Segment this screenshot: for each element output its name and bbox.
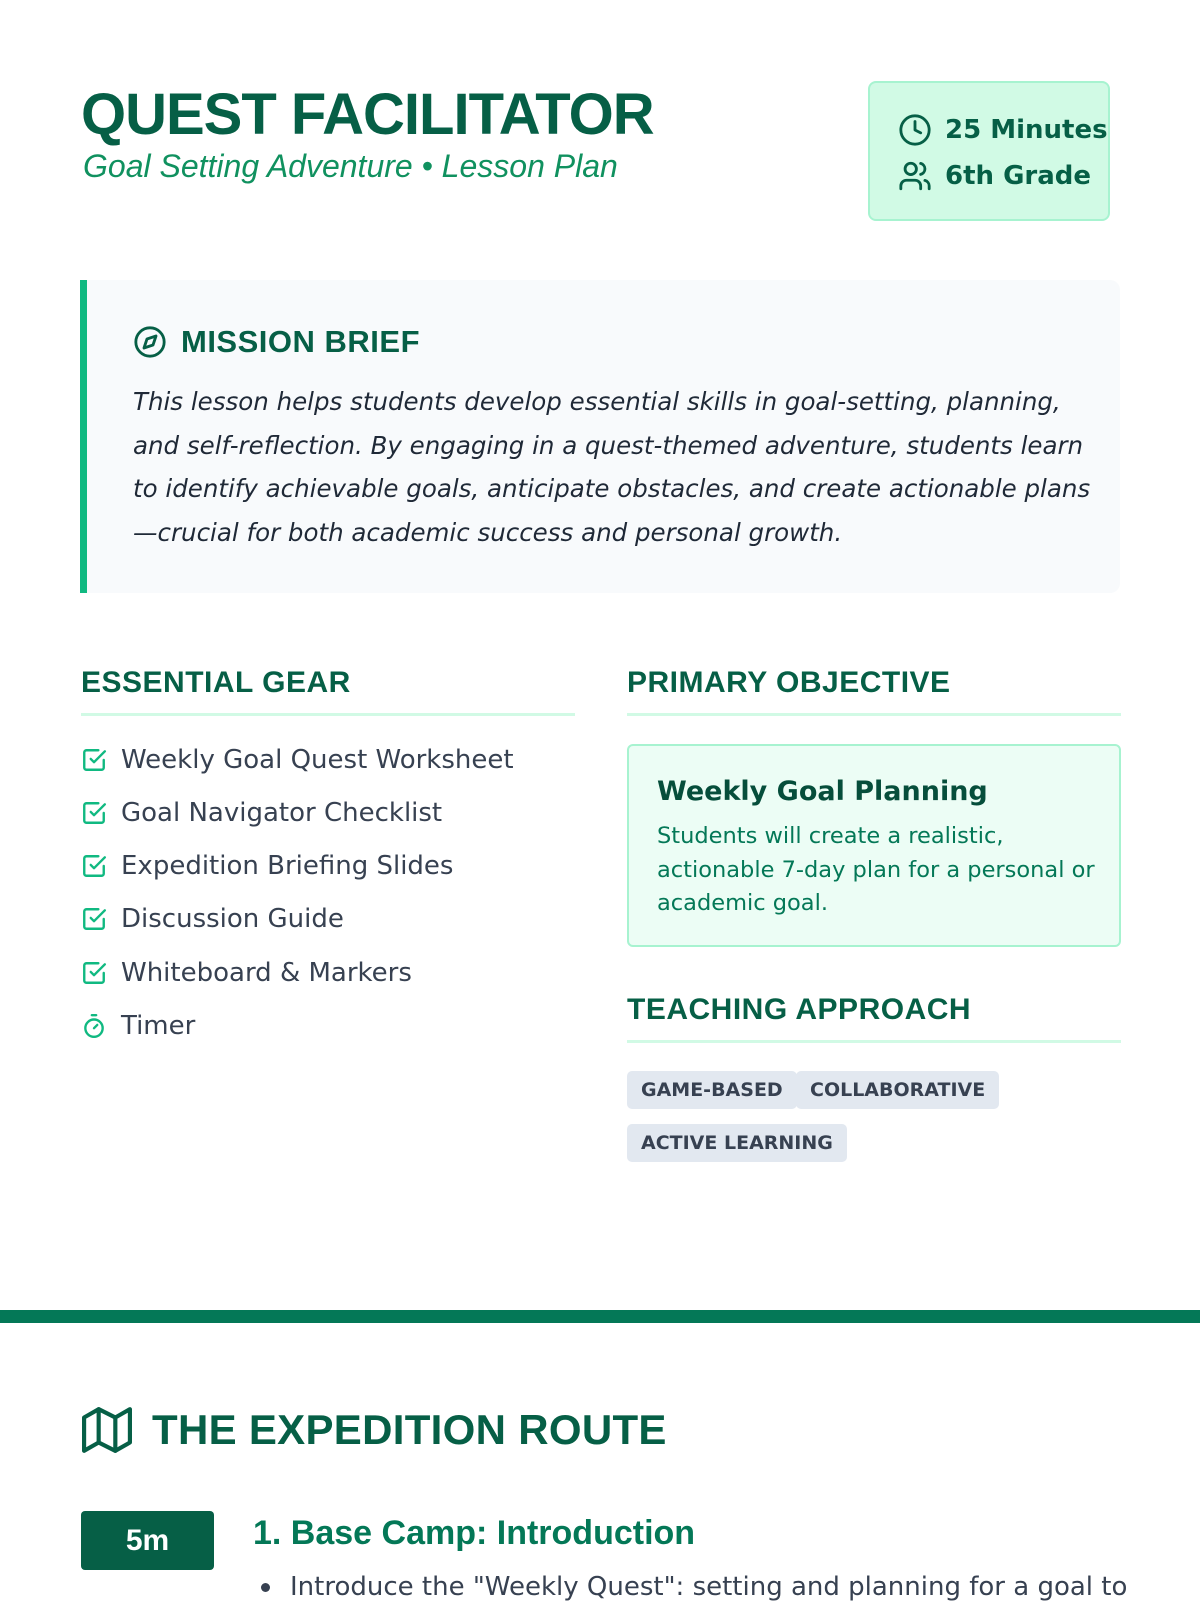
grade-text: 6th Grade [945,161,1092,191]
teaching-approach-heading: TEACHING APPROACH [627,993,972,1026]
gear-item-label: Discussion Guide [121,904,344,934]
step-time-badge: 5m [81,1511,214,1570]
mission-brief-heading: MISSION BRIEF [181,324,421,359]
expedition-heading: THE EXPEDITION ROUTE [152,1406,667,1453]
approach-tag: GAME-BASED [627,1071,797,1109]
gear-item-label: Whiteboard & Markers [121,958,412,988]
header [81,78,1121,228]
lesson-meta-box [868,81,1110,221]
timer-icon [81,1013,107,1039]
mission-brief [80,280,1120,593]
primary-objective-divider [627,713,1121,716]
teaching-approach-divider [627,1040,1121,1043]
mission-brief-text: This lesson helps students develop essential skills in goal-setting, planning, and self-reflection. By engaging in a quest-themed adventure, students learn to identify achievable goals, anticipate obstacles, and create actionable plans—crucial for both academic success and personal growth. [133,387,1091,547]
clock-icon [898,113,932,147]
section-divider-band [0,1310,1200,1323]
gear-item [81,745,514,775]
gear-item [81,851,453,881]
step-title: 1. Base Camp: Introduction [253,1514,696,1552]
approach-tag: ACTIVE LEARNING [627,1124,847,1162]
checkbox-icon [81,960,107,986]
mission-brief-header [133,324,420,360]
checkbox-icon [81,853,107,879]
expedition-header [82,1405,667,1455]
gear-item [81,1011,195,1041]
step-bullet-text: Introduce the "Weekly Quest": setting and planning for a goal to [290,1572,1128,1602]
gear-item-label: Weekly Goal Quest Worksheet [121,745,514,775]
essential-gear-divider [81,713,575,716]
checkbox-icon [81,800,107,826]
objective-description: Students will create a realistic, actionable 7-day plan for a personal or academic goal. [657,823,1095,916]
page-subtitle: Goal Setting Adventure • Lesson Plan [83,148,618,184]
approach-tag: COLLABORATIVE [796,1071,999,1109]
bullet-dot [261,1583,270,1592]
objective-card [627,744,1121,947]
map-icon [82,1405,132,1455]
page-title: QUEST FACILITATOR [81,82,654,147]
step-bullet [253,1572,1127,1602]
checkbox-icon [81,747,107,773]
essential-gear-heading: ESSENTIAL GEAR [81,666,351,699]
gear-item-label: Timer [121,1011,196,1041]
objective-title: Weekly Goal Planning [657,776,988,807]
gear-item-label: Goal Navigator Checklist [121,798,443,828]
compass-icon [133,325,167,359]
step-bullet-list [253,1572,1127,1602]
users-icon [898,159,932,193]
gear-item [81,958,412,988]
checkbox-icon [81,906,107,932]
gear-item-label: Expedition Briefing Slides [121,851,454,881]
primary-objective-heading: PRIMARY OBJECTIVE [627,666,951,699]
grade-row [898,159,1091,193]
gear-item [81,904,344,934]
duration-row [898,113,1108,147]
gear-item [81,798,442,828]
duration-text: 25 Minutes [945,115,1108,145]
